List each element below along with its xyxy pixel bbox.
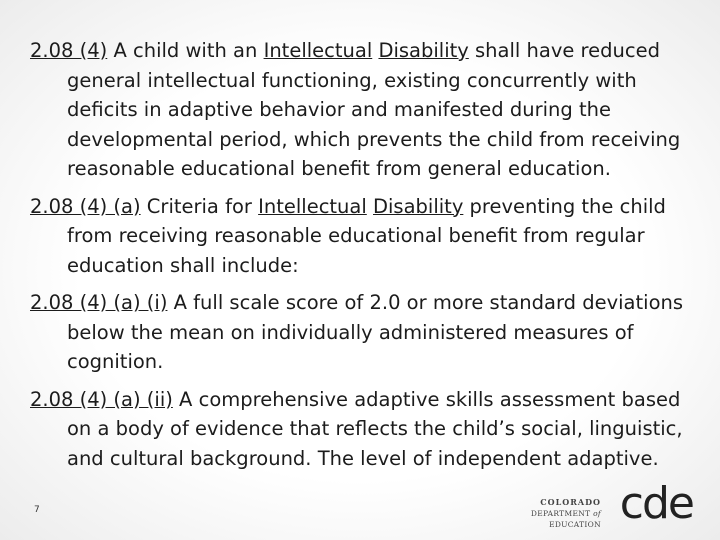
term-disability: Disability xyxy=(378,39,469,62)
logo-wordmark xyxy=(487,497,601,530)
term-intellectual: Intellectual xyxy=(258,194,367,218)
paragraph-text: Criteria for xyxy=(140,194,259,218)
paragraph-2-08-4-a-ii xyxy=(30,385,690,474)
section-ref: 2.08 (4) xyxy=(30,39,108,62)
paragraph-2-08-4-a-i xyxy=(30,288,690,377)
paragraph-text: A full scale score of 2.0 or more standard deviations below the mean on individually administered measures of cognition. xyxy=(67,291,684,373)
term-disability: Disability xyxy=(373,194,464,218)
section-ref: 2.08 (4) (a) (i) xyxy=(30,291,168,314)
paragraph-text: preventing the child from receiving reasonable educational benefit from regular education shall include: xyxy=(67,194,666,277)
paragraph-2-08-4-a xyxy=(30,192,690,281)
paragraph-text: A child with an xyxy=(107,39,264,62)
page-number: 7 xyxy=(34,505,40,515)
logo-line-colorado: COLORADO xyxy=(540,497,601,507)
paragraph-text: shall have reduced general intellectual functioning, existing concurrently with deficits in adaptive behavior and manifested during the developmental period, which prevents the child from receiving reasonable educational benefit from general education. xyxy=(67,39,681,180)
cde-logo-mark: cde xyxy=(619,478,693,529)
section-ref: 2.08 (4) (a) xyxy=(30,194,141,218)
logo-line-department: DEPARTMENT of EDUCATION xyxy=(530,509,601,529)
slide-body xyxy=(30,36,690,481)
cde-logo xyxy=(487,478,697,529)
section-ref: 2.08 (4) (a) (ii) xyxy=(30,387,173,411)
paragraph-2-08-4 xyxy=(30,36,690,184)
paragraph-text: A comprehensive adaptive skills assessment based on a body of evidence that reflects the child’s social, linguistic, and cultural background. The level of independent adaptive. xyxy=(67,387,683,470)
term-intellectual: Intellectual xyxy=(263,39,373,62)
